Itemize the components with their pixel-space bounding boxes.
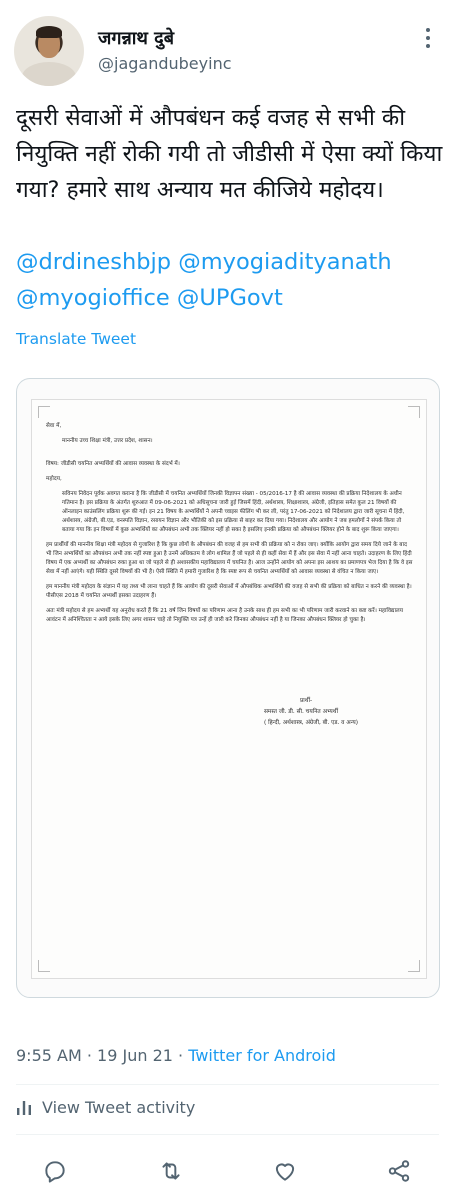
tweet-text: दूसरी सेवाओं में औपबंधन कई वजह से सभी की नियुक्ति नहीं रोकी गयी तो जीडीसी में ऐसा क्यों किया गया? हमारे साथ अन्याय मत कीजिये महोदय। <box>16 105 443 203</box>
signature-subjects: ( हिन्दी, अर्थशास्त्र, अंग्रेजी, बी. एड. व अन्य) <box>264 720 358 726</box>
tweet-source[interactable]: Twitter for Android <box>188 1046 336 1065</box>
letter-body <box>46 422 414 631</box>
crop-mark <box>38 960 50 972</box>
tweet-date[interactable]: 19 Jun 21 <box>97 1046 173 1065</box>
crop-mark <box>408 406 420 418</box>
like-icon[interactable] <box>272 1158 298 1184</box>
author-handle[interactable]: @jagandubeyinc <box>98 54 232 73</box>
tweet-time[interactable]: 9:55 AM <box>16 1046 82 1065</box>
tweet-actions <box>0 1150 455 1190</box>
tweet-media-image[interactable] <box>16 378 440 998</box>
share-icon[interactable] <box>386 1158 412 1184</box>
crop-mark <box>38 406 50 418</box>
tweet-metadata <box>16 1046 336 1065</box>
tweet-mentions <box>16 244 446 316</box>
meta-separator: · <box>178 1046 184 1065</box>
signature-label: प्रार्थी- <box>300 698 313 704</box>
letter-to: सेवा में, <box>46 423 62 429</box>
letter-paragraph: हम प्रार्थीयों की माननीय शिक्षा मंत्री महोदय से गुजारिश है कि कुछ लोगों के औपबंधन की वजह से हम सभी की प्रक्रिया को न रोका जाए। क्योंकि आयोग द्वारा समय दिये जाने के बाद भी जिन अभ्यर्थियों का औपबंधन अभी तक नहीं स्पष्ट हुआ है उनमें अधिकतम वे लोग शामिल हैं जो पहले से ही कहीं सेवा में हैं और इस सेवा में नहीं आना चाहते। उदाहरण के लिए हिंदी विषय में एक अभ्यर्थी का औपबंधन रुका हुआ था जो पहले से ही अशासकीय महाविद्यालय में चयनित है। आज उन्होंने आयोग को अपना इस आशय का प्रमाणपत्र भेज दिया है कि वे इस सेवा में नहीं आएंगे। यही स्थिति दूसरे विषयों की भी है। ऐसी स्थिति में हमारी गुजारिश है कि स्पष्ट रूप से चयनित अभ्यर्थियों को आवास व्यवस्था से वंचित न किया जाए। <box>46 542 413 575</box>
mention-link[interactable]: @myogioffice <box>16 285 170 311</box>
divider <box>16 1134 439 1135</box>
letter-salutation: महोदय, <box>46 476 62 482</box>
mention-link[interactable]: @myogiadityanath <box>178 249 392 275</box>
activity-label: View Tweet activity <box>42 1098 196 1117</box>
activity-icon <box>16 1100 32 1116</box>
letter-subject: विषय: जीडीसी चयनित अभ्यर्थियों की आवास व्यवस्था के संदर्भ में। <box>46 461 180 467</box>
letter-signature <box>264 696 358 729</box>
mention-link[interactable]: @drdineshbjp <box>16 249 172 275</box>
mention-link[interactable]: @UPGovt <box>176 285 283 311</box>
letter-paragraph: हम माननीय मंत्री महोदय के संज्ञान में यह तथ्य भी लाना चाहते हैं कि आयोग की दूसरी सेवाओं में औपबंधिक अभ्यर्थियों की वजह से सभी की प्रक्रिया को बाधित न करने की व्यवस्था है। पीसीएस 2018 में चयनित अभ्यर्थी इसका उदाहरण हैं। <box>46 584 412 599</box>
divider <box>16 1084 439 1085</box>
meta-separator: · <box>86 1046 92 1065</box>
letter-recipient: माननीय उच्च शिक्षा मंत्री, उत्तर प्रदेश, शासन। <box>62 438 153 444</box>
avatar[interactable] <box>14 16 84 86</box>
more-options-icon[interactable] <box>418 24 438 54</box>
retweet-icon[interactable] <box>158 1158 184 1184</box>
view-tweet-activity[interactable] <box>16 1098 195 1117</box>
avatar-hair <box>36 26 62 38</box>
translate-tweet-link[interactable]: Translate Tweet <box>16 330 137 348</box>
signature-name: समस्त जी. डी. सी. चयनित अभ्यर्थी <box>264 709 338 715</box>
author-display-name[interactable]: जगन्नाथ दुबे <box>98 28 175 49</box>
reply-icon[interactable] <box>42 1158 68 1184</box>
letter-paragraph: अतः मंत्री महोदय से हम अभ्यर्थी यह अनुरोध करते हैं कि 21 वर्ष जिन विषयों का परिणाम आना है उनके साथ ही हम सभी का भी परिणाम जारी करवाने का कष्ट करें। महाविद्यालय आवंटन में अनिश्चितता न आये इसके लिए अगर शासन चाहे तो नियुक्ति पत्र उन्हें ही जारी करे जिनका औपबंधन नहीं है या जिनका औपबंधन क्लियर हो चुका है। <box>46 608 403 623</box>
tweet-header <box>0 0 455 100</box>
letter-document <box>31 399 427 979</box>
letter-paragraph: सविनय निवेदन पूर्वक अवगत कराना है कि जीडीसी में चयनित अभ्यर्थियों जिनकी विज्ञापन संख्या - 05/2016-17 है की आवास व्यवस्था की प्रक्रिया निदेशालय के अधीन गतिमान है। इस प्रक्रिया के अंतर्गत शुरुआत में 09-06-2021 को अधिसूचना जारी हुई जिसमें हिंदी, अर्थशास्त्र, शिक्षाशास्त्र, अंग्रेजी, इतिहास समेत कुल 21 विषयों की ऑनलाइन काउंसलिंग प्रक्रिया शुरू की गई। इन 21 विषय के अभ्यर्थियों ने अपनी च्वाइस फीलिंग भी कर ली, परंतु 17-06-2021 को निदेशालय द्वारा जारी सूचना में हिंदी, अर्थशास्त्र, अंग्रेजी, बी.एड, वनस्पति विज्ञान, रसायन विज्ञान और भौतिकी को इस प्रक्रिया से बाहर कर दिया गया। निदेशालय और आयोग ने जब हमलोगों ने संपर्क किया तो बताया गया कि इन विषयों में कुछ अभ्यर्थियों का औपबंधन अभी तक क्लियर नहीं हो सका है इसलिए इनकी प्रक्रिया को औपबंधन क्लियर होने के बाद शुरू किया जाएगा। <box>62 491 405 533</box>
crop-mark <box>408 960 420 972</box>
avatar-shirt <box>22 62 76 86</box>
